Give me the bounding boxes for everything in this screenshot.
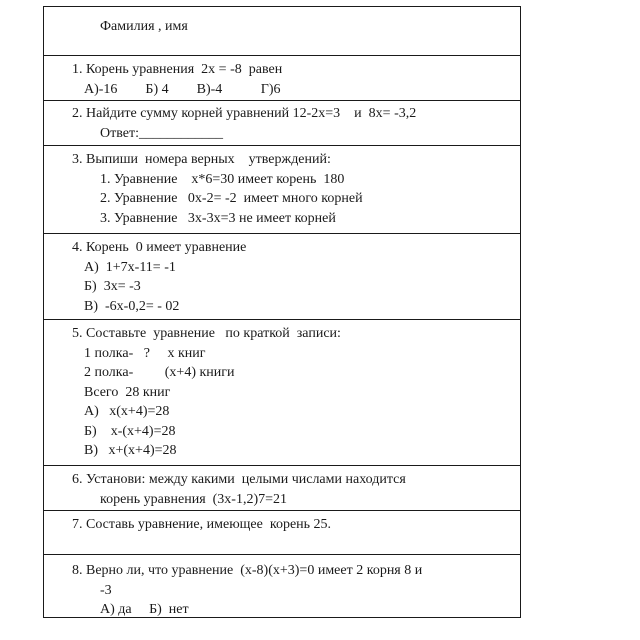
question-4-text: 4. Корень 0 имеет уравнение: [72, 240, 247, 255]
question-5-total: Всего 28 книг: [84, 384, 171, 400]
question-1-options: А)-16 Б) 4 В)-4 Г)6: [84, 81, 281, 97]
question-4-option-c: В) -6х-0,2= - 02: [84, 298, 180, 314]
question-8: [44, 555, 520, 617]
question-8-text-cont: -3: [100, 582, 112, 598]
question-1: [44, 56, 520, 101]
question-5-option-c: В) х+(х+4)=28: [84, 443, 177, 458]
question-5-option-b: Б) х-(х+4)=28: [84, 423, 176, 439]
question-2-answer-line: Ответ:____________: [100, 125, 223, 141]
question-4-option-a: А) 1+7х-11= -1: [84, 259, 176, 275]
question-6-text: 6. Установи: между какими целыми числами находится: [72, 472, 406, 487]
question-5-shelf-2: 2 полка- (х+4) книги: [84, 365, 235, 380]
question-3: [44, 146, 520, 234]
question-3-statement-2: 2. Уравнение 0х-2= -2 имеет много корней: [100, 191, 363, 206]
question-5-shelf-1: 1 полка- ? х книг: [84, 345, 206, 361]
question-3-statement-3: 3. Уравнение 3х-3х=3 не имеет корней: [100, 210, 336, 226]
question-4-option-b: Б) 3х= -3: [84, 279, 141, 294]
question-3-statement-1: 1. Уравнение х*6=30 имеет корень 180: [100, 171, 345, 187]
question-2: [44, 101, 520, 146]
question-2-text: 2. Найдите сумму корней уравнений 12-2х=3 и 8х= -3,2: [72, 106, 417, 121]
name-field-cell: [44, 7, 520, 56]
question-3-text: 3. Выпиши номера верных утверждений:: [72, 152, 331, 167]
question-4: [44, 234, 520, 320]
question-5-text: 5. Составьте уравнение по краткой записи:: [72, 326, 341, 341]
question-5: [44, 320, 520, 466]
question-1-text: 1. Корень уравнения 2х = -8 равен: [72, 62, 283, 77]
question-8-text: 8. Верно ли, что уравнение (х-8)(х+3)=0 имеет 2 корня 8 и: [72, 563, 423, 578]
question-7: [44, 511, 520, 555]
question-7-text: 7. Составь уравнение, имеющее корень 25.: [72, 517, 332, 532]
question-6-text-cont: корень уравнения (3х-1,2)7=21: [100, 491, 288, 507]
worksheet-table: [43, 6, 521, 618]
question-6: [44, 466, 520, 511]
question-8-options: А) да Б) нет: [100, 602, 189, 617]
question-5-option-a: А) х(х+4)=28: [84, 404, 170, 419]
name-field-label: Фамилия , имя: [100, 19, 188, 34]
